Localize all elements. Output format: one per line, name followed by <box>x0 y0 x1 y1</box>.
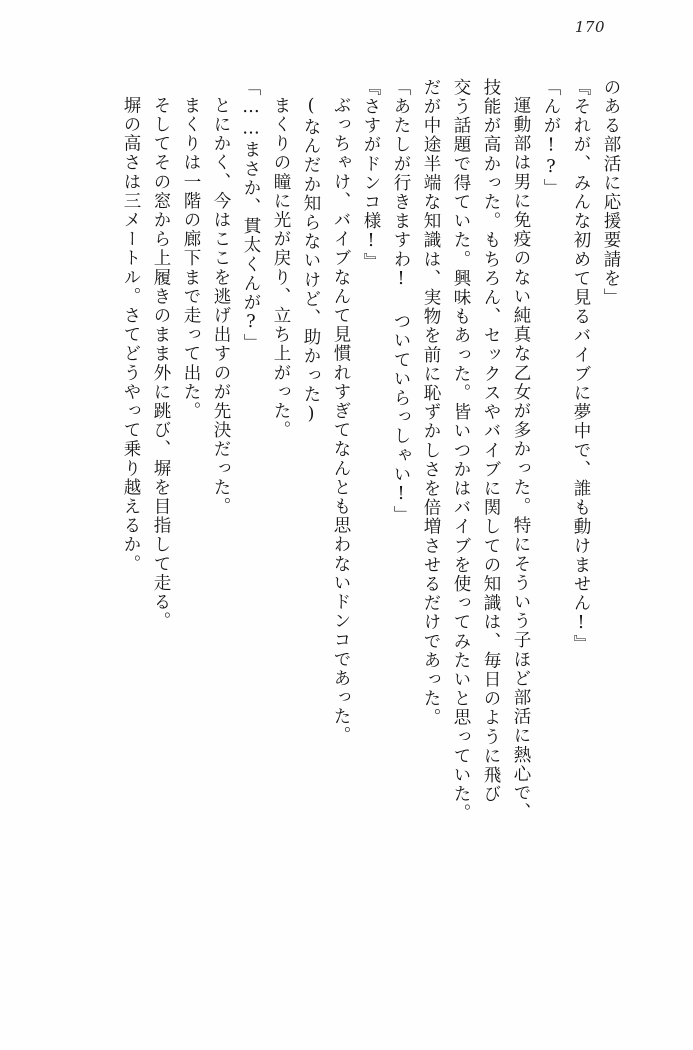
text-line: 運動部は男に免疫のない純真な乙女が多かった。特にそういう子ほど部活に熱心で、 <box>511 96 531 822</box>
text-line: 「んが!?」 <box>541 78 561 198</box>
text-line: 交う話題で得ていた。興味もあった。皆いつかはバイブを使ってみたいと思っていた。 <box>451 78 471 823</box>
text-line: まくりは一階の廊下まで走って出た。 <box>181 96 201 421</box>
page-number: 170 <box>574 18 605 36</box>
text-line: のある部活に応援要請を」 <box>601 78 621 308</box>
text-line: (なんだか知らないけど、助かった) <box>301 96 321 426</box>
text-line: 『さすがドンコ様!』 <box>361 78 381 272</box>
text-line: まくりの瞳に光が戻り、立ち上がった。 <box>271 96 291 440</box>
text-line: 塀の高さは三メートル。さてどうやって乗り越えるか。 <box>121 96 141 574</box>
text-line: 『それが、みんな初めて見るバイブに夢中で、誰も動けません!』 <box>571 78 591 654</box>
text-line: だが中途半端な知識は、実物を前に恥ずかしさを倍増させるだけであった。 <box>421 78 441 728</box>
text-line: ぶっちゃけ、バイブなんて見慣れすぎてなんとも思わないドンコであった。 <box>331 96 351 746</box>
text-line: とにかく、今はここを逃げ出すのが先決だった。 <box>211 96 231 517</box>
text-line: 技能が高かった。もちろん、セックスやバイブに関しての知識は、毎日のように飛び <box>481 78 501 804</box>
text-line: 「あたしが行きますわ! ついていらっしゃい!」 <box>391 78 411 525</box>
vertical-text-body <box>24 78 619 1004</box>
text-line: そしてその窓から上履きのまま外に跳び、塀を目指して走る。 <box>151 96 171 631</box>
text-line: 「……まさか、貫太くんが?」 <box>241 78 261 353</box>
